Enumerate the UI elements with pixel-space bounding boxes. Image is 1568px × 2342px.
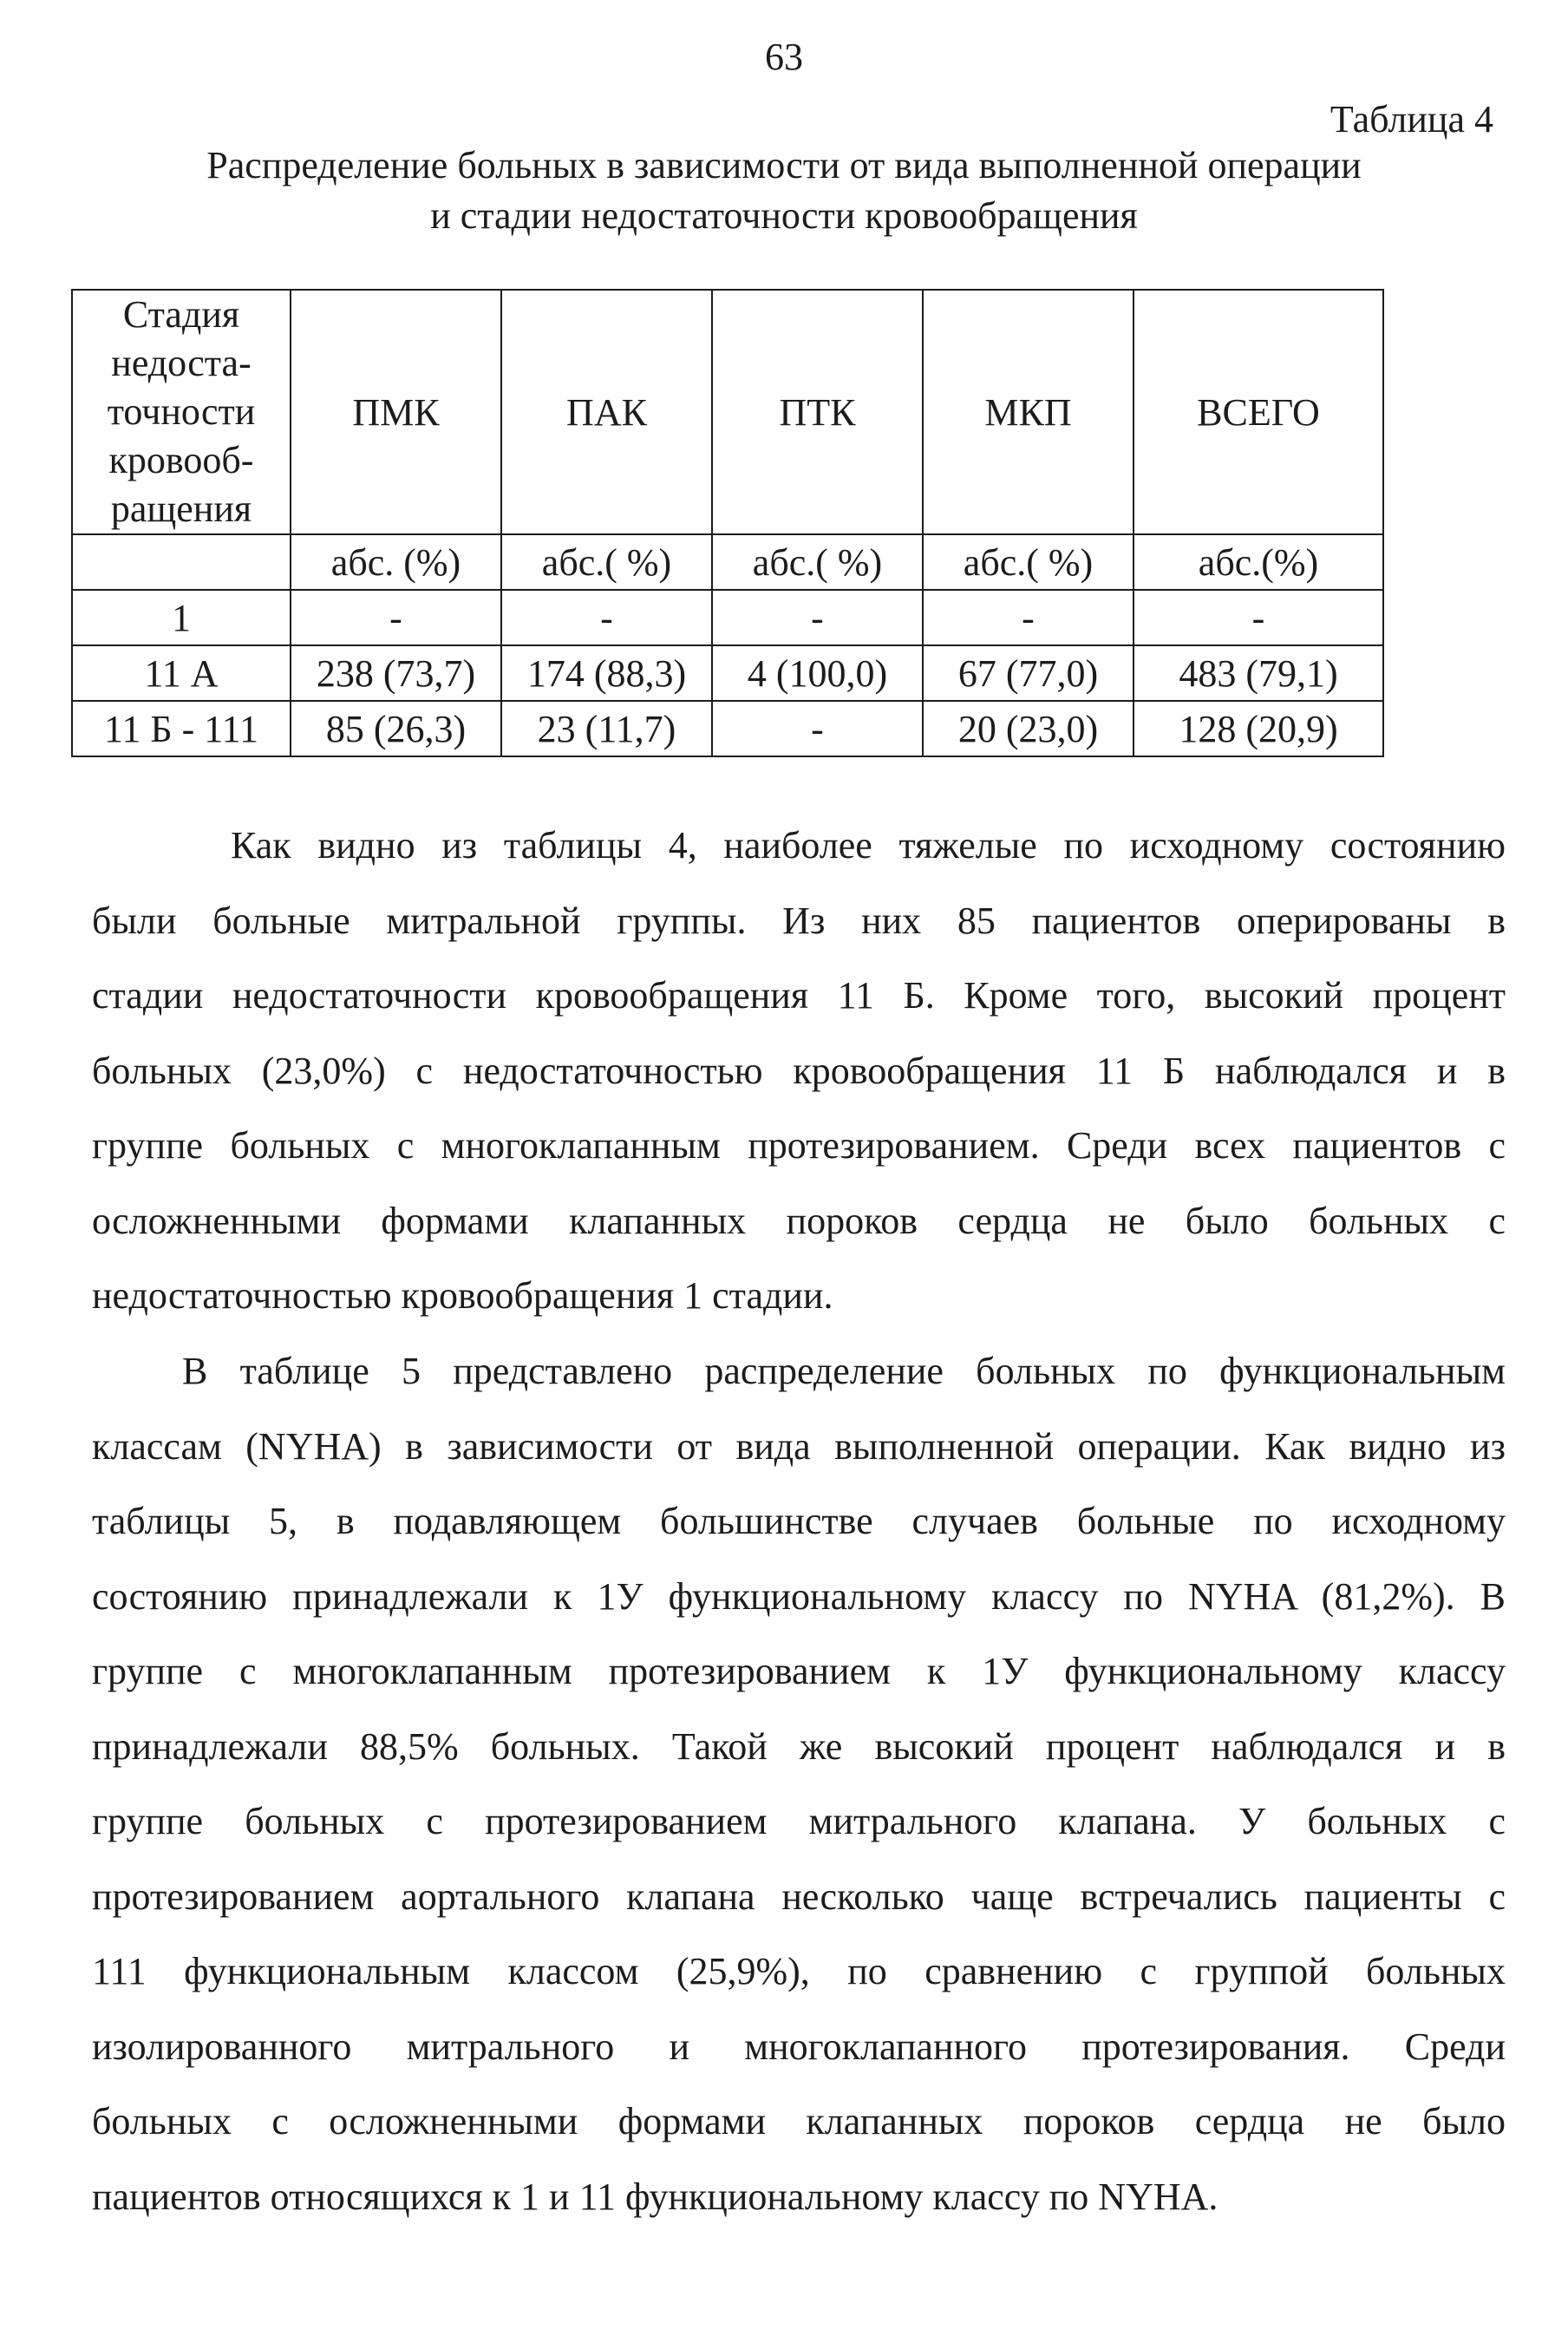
table-title-line: Распределение больных в зависимости от вида выполненной операции xyxy=(206,144,1362,186)
text-line: изолированного митрального и многоклапанного протезирования. Среди xyxy=(92,2025,1506,2068)
value-cell: - xyxy=(712,701,923,756)
text-line: протезированием аортального клапана несколько чаще встречались пациенты с xyxy=(92,1874,1506,1918)
text-line: группе больных с многоклапанным протезированием. Среди всех пациентов с xyxy=(92,1124,1506,1167)
value-cell: 20 (23,0) xyxy=(923,701,1134,756)
value-cell: 4 (100,0) xyxy=(712,645,923,701)
text-line: больных (23,0%) с недостаточностью кровообращения 11 Б наблюдался и в xyxy=(92,1049,1506,1092)
stage-header-line: кровооб- xyxy=(108,439,254,481)
table-row xyxy=(72,701,1383,756)
text-line: 111 функциональным классом (25,9%), по сравнению с группой больных xyxy=(92,1950,1506,1992)
stage-column-header xyxy=(72,290,291,534)
paragraph-2 xyxy=(92,1334,1506,2234)
stage-cell: 11 Б - 111 xyxy=(72,701,291,756)
value-cell: - xyxy=(923,590,1134,645)
value-cell: 23 (11,7) xyxy=(501,701,712,756)
text-line: группе с многоклапанным протезированием к 1У функциональному классу xyxy=(92,1650,1506,1692)
value-cell: 128 (20,9) xyxy=(1134,701,1383,756)
stage-cell: 11 А xyxy=(72,645,291,701)
unit-cell: абс. (%) xyxy=(291,534,501,590)
value-cell: 67 (77,0) xyxy=(923,645,1134,701)
table-title xyxy=(0,141,1568,241)
stage-header-line: точности xyxy=(107,390,256,433)
distribution-table xyxy=(71,289,1384,757)
paragraph-1 xyxy=(92,808,1506,1334)
value-cell: - xyxy=(1134,590,1383,645)
text-line: больных с осложненными формами клапанных пороков сердца не было xyxy=(92,2100,1506,2142)
stage-header-line: Стадия xyxy=(122,293,240,336)
column-header-pmk: ПМК xyxy=(291,290,501,534)
page-number: 63 xyxy=(765,36,803,78)
text-line: недостаточностью кровообращения 1 стадии. xyxy=(92,1274,833,1317)
text-line: В таблице 5 представлено распределение больных по функциональным xyxy=(182,1350,1506,1392)
text-line: классам (NYHA) в зависимости от вида выполненной операции. Как видно из xyxy=(92,1424,1506,1468)
value-cell: 483 (79,1) xyxy=(1134,645,1383,701)
text-line: пациентов относящихся к 1 и 11 функциональному классу по NYHA. xyxy=(92,2175,1218,2218)
column-header-total: ВСЕГО xyxy=(1134,290,1383,534)
value-cell: - xyxy=(712,590,923,645)
value-cell: - xyxy=(291,590,501,645)
units-empty-cell xyxy=(72,534,291,590)
table-units-row xyxy=(72,534,1383,590)
unit-cell: абс.( %) xyxy=(501,534,712,590)
value-cell: 174 (88,3) xyxy=(501,645,712,701)
text-line: стадии недостаточности кровообращения 11 Б. Кроме того, высокий процент xyxy=(92,974,1506,1017)
text-line: группе больных с протезированием митрального клапана. У больных с xyxy=(92,1800,1506,1842)
text-line: принадлежали 88,5% больных. Такой же высокий процент наблюдался и в xyxy=(92,1724,1506,1768)
stage-header-line: недоста- xyxy=(111,342,252,384)
text-line: были больные митральной группы. Из них 85 пациентов оперированы в xyxy=(92,899,1506,942)
value-cell: 238 (73,7) xyxy=(291,645,501,701)
stage-cell: 1 xyxy=(72,590,291,645)
stage-header-line: ращения xyxy=(110,487,252,530)
table-label: Таблица 4 xyxy=(1330,98,1493,141)
text-line: осложненными формами клапанных пороков сердца не было больных с xyxy=(92,1199,1506,1242)
unit-cell: абс.(%) xyxy=(1134,534,1383,590)
table-row xyxy=(72,645,1383,701)
table-row xyxy=(72,590,1383,645)
value-cell: 85 (26,3) xyxy=(291,701,501,756)
text-line: таблицы 5, в подавляющем большинстве случаев больные по исходному xyxy=(92,1500,1506,1542)
table-title-line: и стадии недостаточности кровообращения xyxy=(430,194,1138,237)
column-header-ptk: ПТК xyxy=(712,290,923,534)
text-line: состоянию принадлежали к 1У функциональному классу по NYHA (81,2%). В xyxy=(92,1574,1506,1618)
unit-cell: абс.( %) xyxy=(712,534,923,590)
table-header-row xyxy=(72,290,1383,534)
text-line: Как видно из таблицы 4, наиболее тяжелые по исходному состоянию xyxy=(231,824,1506,867)
value-cell: - xyxy=(501,590,712,645)
unit-cell: абс.( %) xyxy=(923,534,1134,590)
column-header-pak: ПАК xyxy=(501,290,712,534)
column-header-mkp: МКП xyxy=(923,290,1134,534)
